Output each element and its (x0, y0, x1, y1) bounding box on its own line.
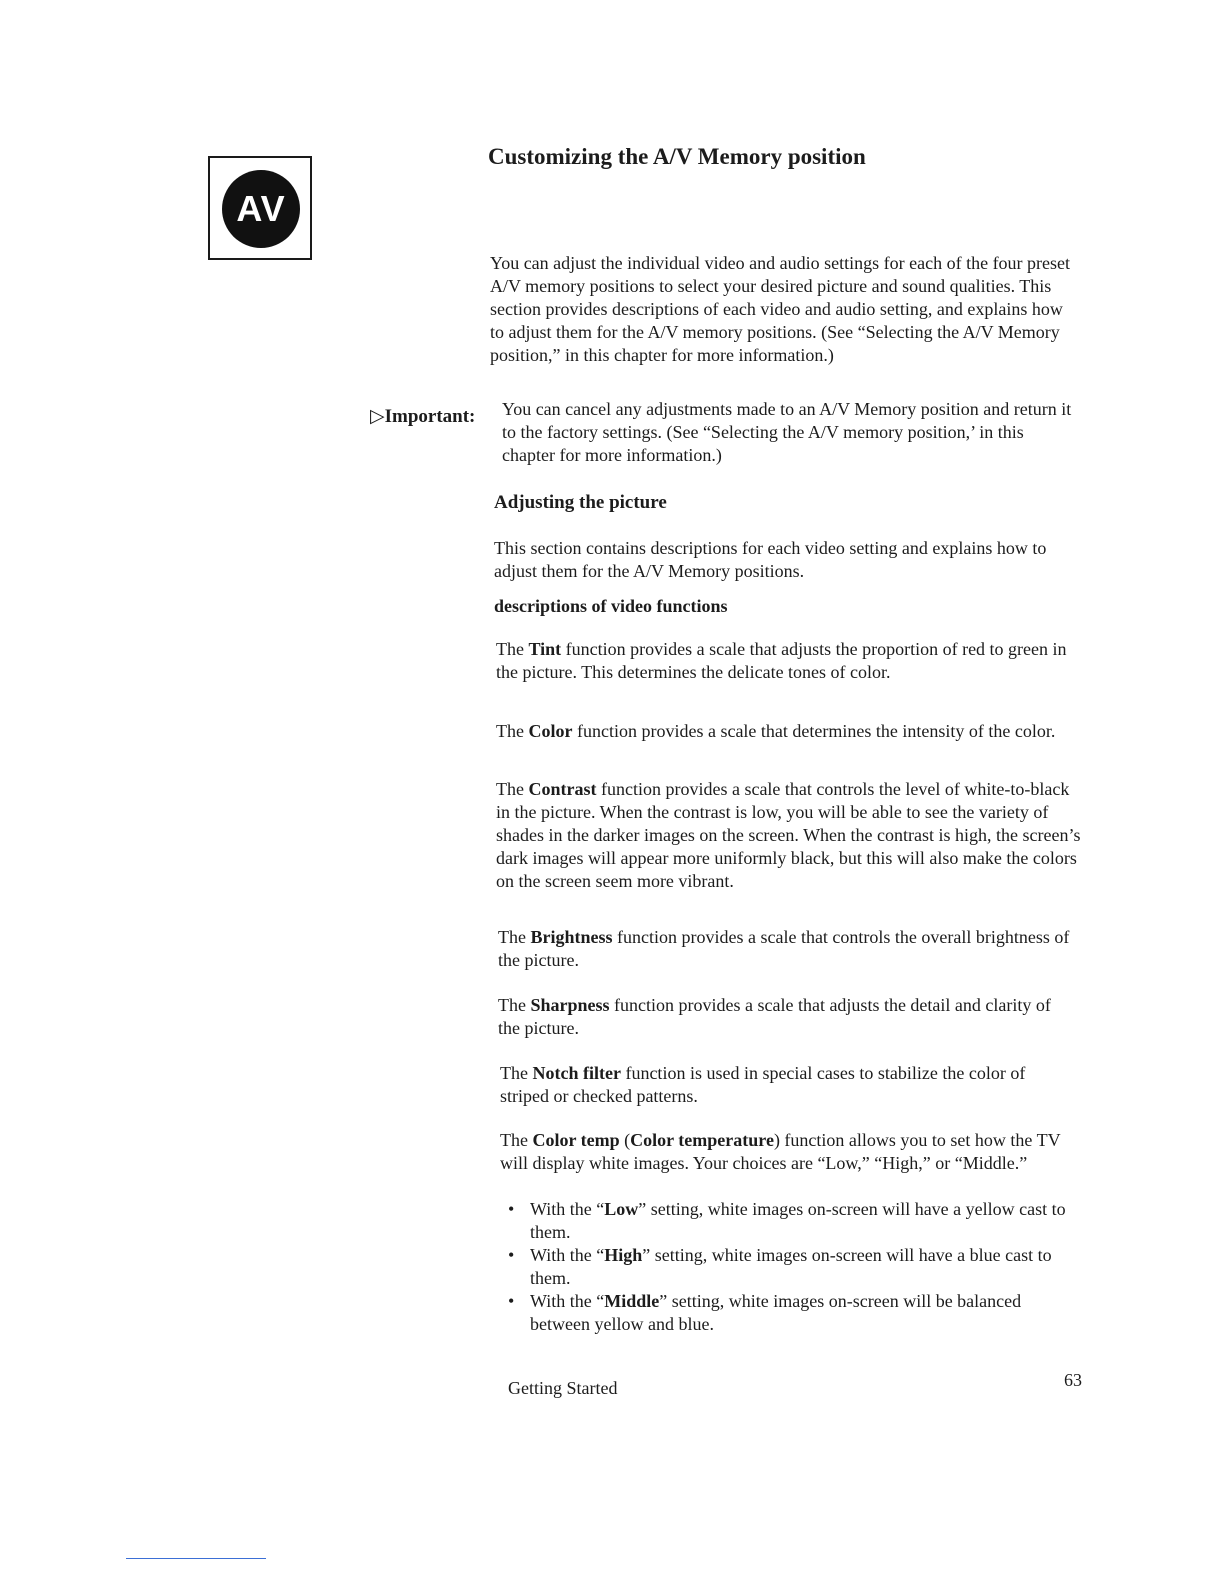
sharpness-desc: function provides a scale that adjusts the detail and clarity of the picture. (498, 995, 1051, 1038)
color-temp-options-list (508, 1198, 1068, 1336)
intro-paragraph (490, 252, 1080, 367)
color-temp-paragraph (500, 1129, 1072, 1175)
list-item-middle (508, 1290, 1068, 1336)
contrast-pre: The (496, 779, 529, 799)
brightness-term: Brightness (530, 927, 613, 947)
middle-pre: With the “ (530, 1291, 605, 1311)
page-number: 63 (1064, 1370, 1082, 1390)
low-pre: With the “ (530, 1199, 605, 1219)
color-temp-pre: The (500, 1130, 533, 1150)
page-title: Customizing the A/V Memory position (488, 144, 866, 169)
low-term: Low (604, 1199, 639, 1219)
adjusting-paragraph (494, 537, 1054, 583)
intro-text: You can adjust the individual video and audio settings for each of the four preset A/V memory positions to select your desired picture and sound qualities. This section provides descriptions of each video and audio setting, and explains how to adjust them for the A/V memory positions. (See “Selecting the A/V Memory position,” in this chapter for more information.) (490, 253, 1071, 365)
av-badge-frame (208, 156, 312, 260)
list-item-low (508, 1198, 1068, 1244)
adjusting-text: This section contains descriptions for each video setting and explains how to adjust them for the A/V Memory positions. (494, 538, 1047, 581)
color-temp-mid: ( (619, 1130, 631, 1150)
color-pre: The (496, 721, 529, 741)
color-desc: function provides a scale that determines the intensity of the color. (572, 721, 1056, 741)
av-icon: AV (222, 170, 300, 248)
list-item-high (508, 1244, 1068, 1290)
important-text: You can cancel any adjustments made to an A/V Memory position and return it to the factory settings. (See “Selecting the A/V memory position,’ in this chapter for more information.) (502, 399, 1072, 465)
important-note (502, 398, 1077, 467)
brightness-paragraph (498, 926, 1078, 972)
color-temperature-term: Color temperature (630, 1130, 774, 1150)
notch-filter-paragraph (500, 1062, 1066, 1108)
high-term: High (604, 1245, 643, 1265)
divider (126, 1558, 266, 1559)
contrast-desc: function provides a scale that controls the level of white-to-black in the picture. When the contrast is low, you will be able to see the variety of shades in the darker images on the screen. When the contrast is high, the screen’s dark images will appear more uniformly black, but this will also make the colors on the screen seem more vibrant. (496, 779, 1081, 891)
tint-paragraph (496, 638, 1076, 684)
high-desc: ” setting, white images on-screen will have a blue cast to them. (530, 1245, 1052, 1288)
tint-desc: function provides a scale that adjusts the proportion of red to green in the picture. This determines the delicate tones of color. (496, 639, 1067, 682)
notch-desc: function is used in special cases to stabilize the color of striped or checked patterns. (500, 1063, 1026, 1106)
tint-term: Tint (528, 639, 562, 659)
sharpness-pre: The (498, 995, 531, 1015)
color-term: Color (528, 721, 573, 741)
brightness-pre: The (498, 927, 531, 947)
important-label: ▷Important: (370, 406, 476, 427)
notch-pre: The (500, 1063, 533, 1083)
color-temp-desc: ) function allows you to set how the TV will display white images. Your choices are “Low,” “High,” or “Middle.” (500, 1130, 1061, 1173)
middle-term: Middle (604, 1291, 660, 1311)
adjusting-heading: Adjusting the picture (494, 492, 667, 513)
color-paragraph (496, 720, 1076, 743)
footer-section-name: Getting Started (508, 1378, 618, 1398)
tint-pre: The (496, 639, 529, 659)
brightness-desc: function provides a scale that controls the overall brightness of the picture. (498, 927, 1070, 970)
high-pre: With the “ (530, 1245, 605, 1265)
notch-term: Notch filter (532, 1063, 621, 1083)
low-desc: ” setting, white images on-screen will have a yellow cast to them. (530, 1199, 1066, 1242)
descriptions-heading: descriptions of video functions (494, 596, 728, 616)
contrast-paragraph (496, 778, 1082, 893)
color-temp-term: Color temp (532, 1130, 620, 1150)
sharpness-term: Sharpness (530, 995, 610, 1015)
middle-desc: ” setting, white images on-screen will be balanced between yellow and blue. (530, 1291, 1022, 1334)
sharpness-paragraph (498, 994, 1058, 1040)
contrast-term: Contrast (528, 779, 597, 799)
